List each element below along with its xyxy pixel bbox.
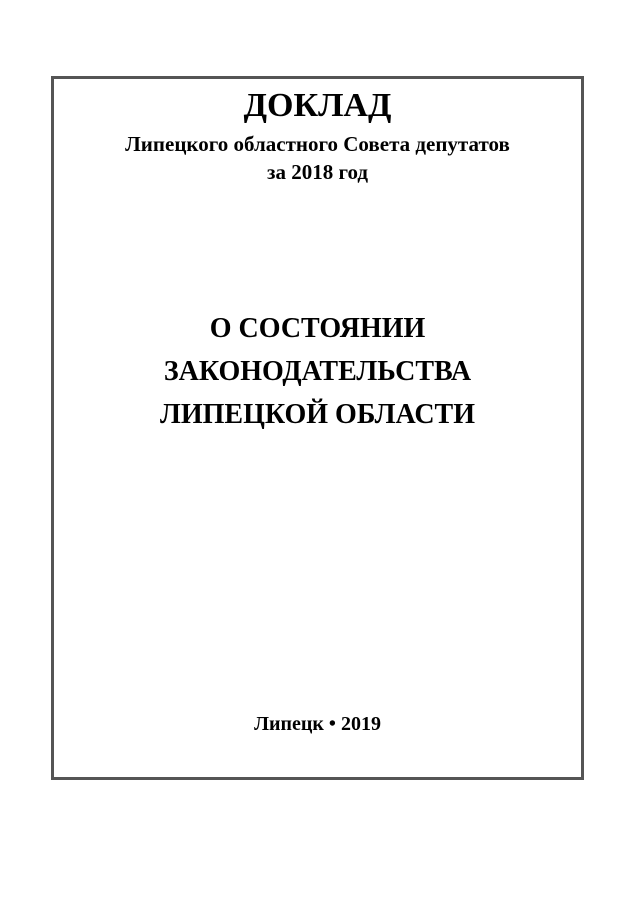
topic-line-2: ЗАКОНОДАТЕЛЬСТВА — [163, 356, 472, 387]
report-subtitle — [54, 130, 581, 186]
publication-place-year: Липецк • 2019 — [254, 713, 381, 735]
report-topic — [54, 307, 581, 436]
topic-line-3: ЛИПЕЦКОЙ ОБЛАСТИ — [160, 399, 475, 430]
subtitle-line-organization: Липецкого областного Совета депутатов — [125, 132, 510, 156]
cover-frame — [51, 76, 584, 780]
subtitle-line-year: за 2018 год — [267, 160, 368, 184]
topic-line-1: О СОСТОЯНИИ — [209, 313, 426, 344]
report-title: ДОКЛАД — [243, 87, 392, 124]
